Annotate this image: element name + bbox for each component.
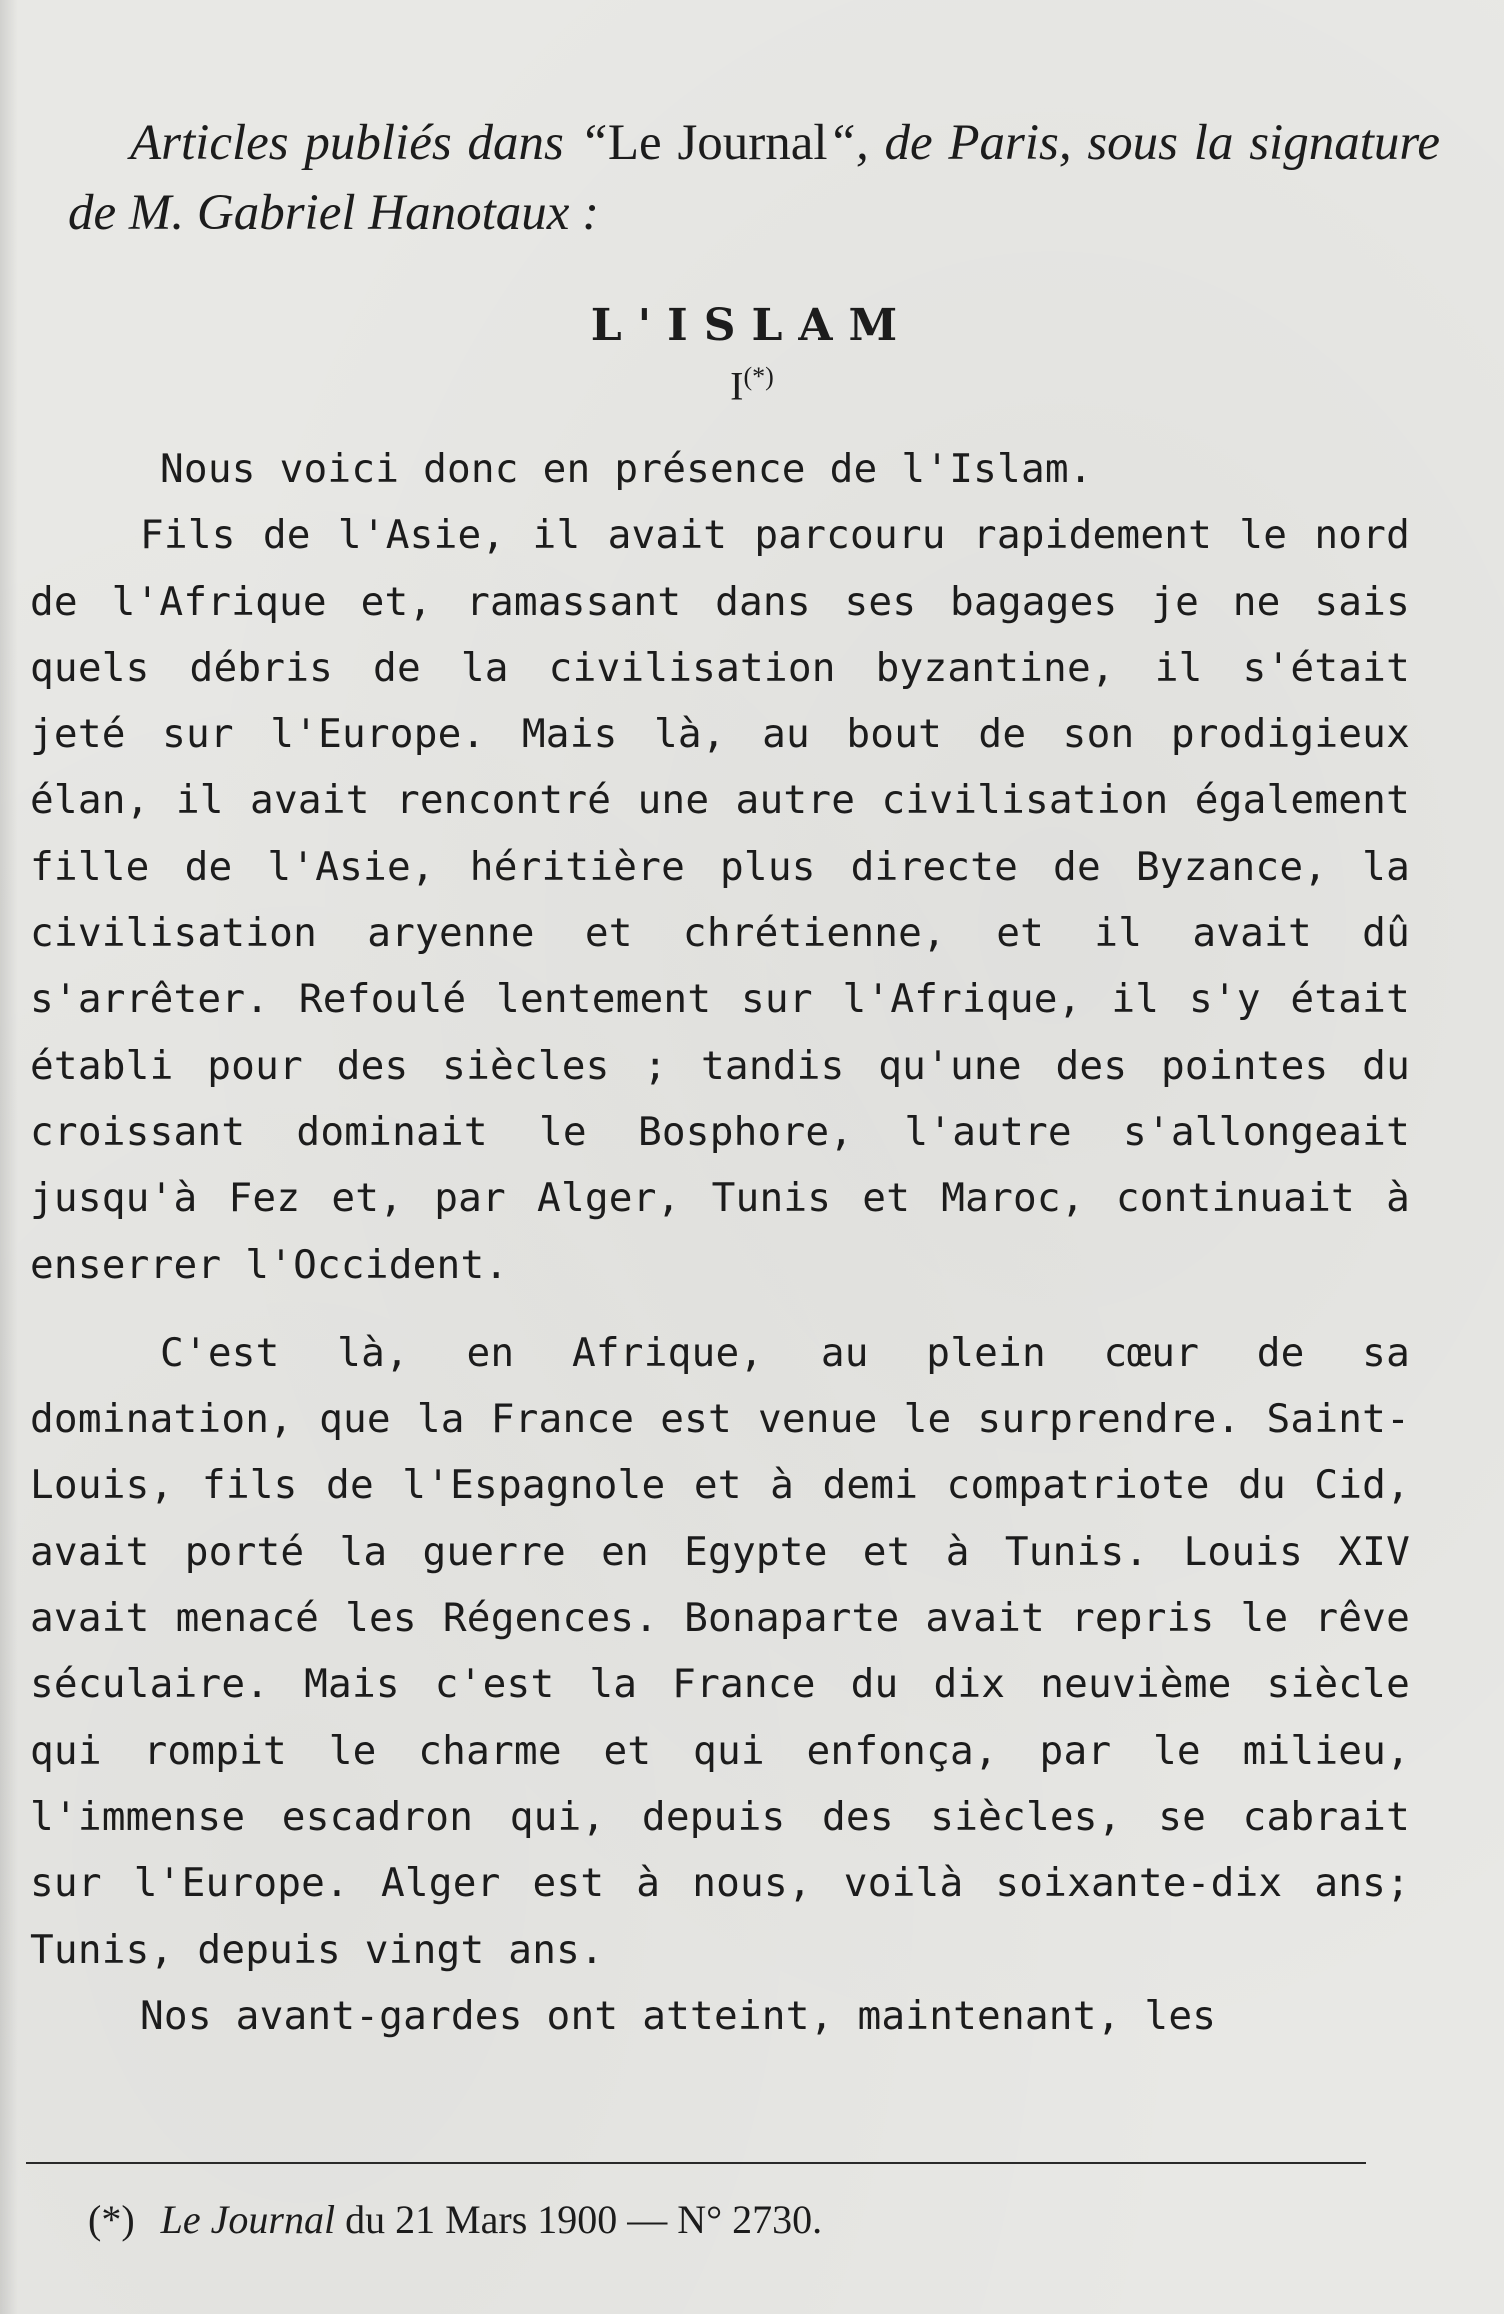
article-body xyxy=(30,436,1410,2049)
section-numeral xyxy=(0,362,1504,409)
paragraph-1: Nous voici donc en présence de l'Islam. xyxy=(160,446,1093,492)
paragraph-2: Fils de l'Asie, il avait parcouru rapidement le nord de l'Afrique et, ramassant dans ses bagages je ne sais quels débris de la civilisation byzantine, il s'était jeté sur l'Europe. Mais là, au bout de son prodigieux élan, il avait rencontré une autre civilisation également fille de l'Asie, héritière plus directe de Byzance, la civilisation aryenne et chrétienne, et il avait dû s'arrêter. Refoulé lentement sur l'Afrique, il s'y était établi pour des siècles ; tandis qu'une des pointes du croissant dominait le Bosphore, l'autre s'allongeait jusqu'à Fez et, par Alger, Tunis et Maroc, continuait à enserrer l'Occident. xyxy=(30,512,1410,1288)
intro-part-1: Articles publiés dans “ xyxy=(130,115,608,171)
footnote-mark: (*) xyxy=(88,2197,135,2242)
paragraph-4: Nos avant-gardes ont atteint, maintenant, les xyxy=(140,1992,1217,2039)
footnote-journal: Le Journal xyxy=(160,2197,336,2242)
footnote xyxy=(88,2190,822,2250)
paragraph-3: C'est là, en Afrique, au plein cœur de sa domination, que la France est venue le surprendre. Saint-Louis, fils de l'Espagnole et à demi compatriote du Cid, avait porté la guerre en Egypte et à Tunis. Louis XIV avait menacé les Régences. Bonaparte avait repris le rêve séculaire. Mais c'est la France du dix neuvième siècle qui rompit le charme et qui enfonça, par le milieu, l'immense escadron qui, depuis des siècles, se cabrait sur l'Europe. Alger est à nous, voilà soixante-dix ans; Tunis, depuis vingt ans. xyxy=(30,1329,1410,1973)
intro-caption xyxy=(68,108,1440,248)
article-title: L'ISLAM xyxy=(590,300,914,351)
intro-journal-name: Le Journal xyxy=(607,115,828,171)
footnote-reference: (*) xyxy=(743,362,774,391)
footnote-text: du 21 Mars 1900 — N° 2730. xyxy=(335,2197,823,2242)
intro-part-2: “, de Paris, sous la signature de M. Gabriel Hanotaux : xyxy=(68,115,1440,241)
section-number: I xyxy=(730,363,744,409)
footnote-divider xyxy=(26,2162,1366,2164)
